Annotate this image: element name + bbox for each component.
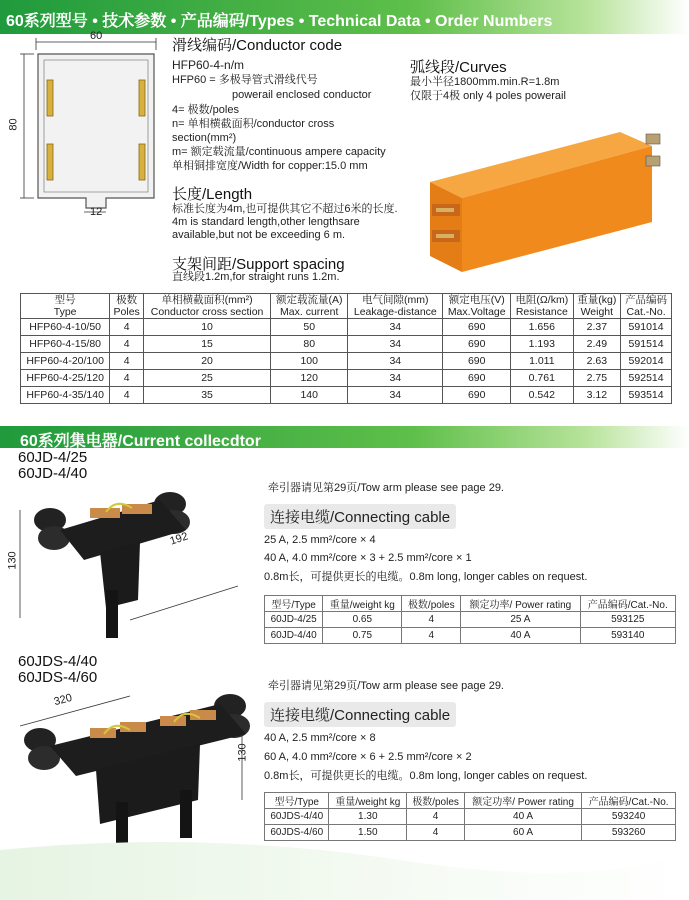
conductor-line: powerail enclosed conductor: [232, 89, 372, 101]
spec-column-header-en: Leakage-distance: [353, 306, 437, 318]
table-cell: 3.12: [573, 387, 621, 404]
table-cell: 1.30: [329, 809, 407, 825]
table-cell: 35: [144, 387, 271, 404]
spec-column-header: [21, 294, 110, 319]
spec-column-header-cn: 极数: [116, 294, 138, 306]
table-row: [21, 353, 672, 370]
table-cell: 15: [144, 336, 271, 353]
spec-column-header-cn: 产品编码: [625, 294, 668, 306]
table-cell: 593125: [580, 612, 676, 628]
table-cell: 592014: [621, 353, 672, 370]
jd-model: 60JD-4/25: [18, 449, 88, 466]
table-cell: 4: [402, 628, 461, 644]
table-row: [265, 612, 676, 628]
table-cell: HFP60-4-35/140: [21, 387, 110, 404]
curves-line: 仅限于4极 only 4 poles powerail: [410, 90, 566, 102]
jds-model: 60JDS-4/60: [18, 669, 98, 686]
table-cell: 4: [110, 336, 144, 353]
dim-width-label: 60: [90, 30, 103, 42]
powerail-product-image: [420, 104, 670, 274]
table-cell: 80: [271, 336, 348, 353]
spec-column-header: [443, 294, 511, 319]
table-cell: 4: [110, 387, 144, 404]
spec-column-header: [621, 294, 672, 319]
length-title: 长度/Length: [172, 186, 253, 203]
curves-line: 最小半径1800mm.min.R=1.8m: [410, 76, 560, 88]
curves-title: 弧线段/Curves: [410, 59, 507, 76]
table-cell: 4: [407, 825, 465, 841]
table-cell: 690: [443, 319, 511, 336]
spec-column-header-cn: 额定载流量(A): [275, 294, 343, 306]
jd-cable-note: 0.8m长，可提供更长的电缆。0.8m long, longer cables on request.: [264, 571, 588, 583]
table-cell: 60JDS-4/60: [265, 825, 329, 841]
table-cell: 20: [144, 353, 271, 370]
table-cell: 690: [443, 387, 511, 404]
collector-section-title: 60系列集电器/Current collecdtor: [20, 433, 261, 450]
spec-column-header-cn: 单相横截面积(mm²): [161, 294, 253, 306]
table-cell: 10: [144, 319, 271, 336]
table-cell: 4: [110, 353, 144, 370]
column-header: 额定功率/ Power rating: [461, 596, 580, 612]
jds-cable-line: 40 A, 2.5 mm²/core × 8: [264, 732, 376, 744]
table-cell: 0.761: [511, 370, 573, 387]
support-spacing-title: 支架间距/Support spacing: [172, 256, 345, 273]
conductor-line: 4= 极数/poles: [172, 104, 239, 116]
table-cell: 60 A: [464, 825, 581, 841]
table-cell: 34: [348, 370, 443, 387]
spec-column-header: [271, 294, 348, 319]
table-row: [21, 319, 672, 336]
page-title: 60系列型号 • 技术参数 • 产品编码/Types • Technical Data • Order Numbers: [6, 13, 553, 30]
conductor-code: HFP60-4-n/m: [172, 58, 245, 72]
table-cell: HFP60-4-15/80: [21, 336, 110, 353]
jds-model: 60JDS-4/40: [18, 653, 98, 670]
table-cell: 1.193: [511, 336, 573, 353]
conductor-line: n= 单相横截面积/conductor cross: [172, 118, 335, 130]
jds-dim-width: 320: [52, 691, 74, 709]
spec-column-header: [110, 294, 144, 319]
table-cell: 591514: [621, 336, 672, 353]
column-header: 极数/poles: [407, 793, 465, 809]
table-cell: 25 A: [461, 612, 580, 628]
spec-table: [20, 293, 672, 404]
table-cell: 593514: [621, 387, 672, 404]
table-cell: 40 A: [461, 628, 580, 644]
jd-dim-width: 192: [168, 530, 190, 548]
jd-cable-line: 40 A, 4.0 mm²/core × 3 + 2.5 mm²/core × 1: [264, 552, 472, 564]
table-cell: 1.50: [329, 825, 407, 841]
table-cell: 4: [402, 612, 461, 628]
table-cell: 34: [348, 353, 443, 370]
table-cell: 690: [443, 336, 511, 353]
jd-dim-height: 130: [6, 551, 19, 570]
spec-column-header-cn: 型号: [54, 294, 76, 306]
table-cell: 690: [443, 353, 511, 370]
table-cell: 60JDS-4/40: [265, 809, 329, 825]
table-row: [21, 387, 672, 404]
table-cell: 593140: [580, 628, 676, 644]
decorative-bottom-wave: [0, 820, 689, 900]
jd-table: [264, 595, 676, 644]
spec-column-header-en: Poles: [113, 306, 140, 318]
jd-cable-title: 连接电缆/Connecting cable: [264, 504, 456, 529]
jds-table-header-row: [265, 793, 676, 809]
jds-dim-height: 130: [236, 743, 249, 762]
column-header: 重量/weight kg: [323, 596, 402, 612]
jd-cable-line: 25 A, 2.5 mm²/core × 4: [264, 534, 376, 546]
jds-cable-note: 0.8m长，可提供更长的电缆。0.8m long, longer cables on request.: [264, 770, 588, 782]
table-cell: HFP60-4-20/100: [21, 353, 110, 370]
table-cell: HFP60-4-10/50: [21, 319, 110, 336]
spec-column-header-en: Max.Voltage: [447, 306, 506, 318]
column-header: 额定功率/ Power rating: [464, 793, 581, 809]
spec-column-header: [511, 294, 573, 319]
jd-tow-arm-note: 牵引器请见第29页/Tow arm please see page 29.: [268, 482, 504, 494]
table-cell: 690: [443, 370, 511, 387]
table-cell: 140: [271, 387, 348, 404]
table-cell: 50: [271, 319, 348, 336]
table-cell: 100: [271, 353, 348, 370]
spec-column-header-cn: 电阻(Ω/km): [515, 294, 569, 306]
length-line: 标准长度为4m,也可提供其它不超过6米的长度.: [172, 203, 398, 215]
table-cell: 0.542: [511, 387, 573, 404]
jd-model: 60JD-4/40: [18, 465, 88, 482]
spec-column-header-cn: 重量(kg): [577, 294, 617, 306]
header-bar: [0, 0, 689, 34]
conductor-line: section(mm²): [172, 132, 237, 144]
spec-column-header-cn: 电气间隙(mm): [362, 294, 429, 306]
column-header: 极数/poles: [402, 596, 461, 612]
table-cell: 593260: [582, 825, 676, 841]
table-cell: 593240: [582, 809, 676, 825]
spec-column-header: [144, 294, 271, 319]
spec-column-header-cn: 额定电压(V): [448, 294, 505, 306]
spec-column-header-en: Type: [53, 306, 77, 318]
support-spacing-line: 直线段1.2m,for straight runs 1.2m.: [172, 271, 340, 283]
jd-table-header-row: [265, 596, 676, 612]
table-cell: 34: [348, 336, 443, 353]
spec-column-header-en: Conductor cross section: [150, 306, 264, 318]
conductor-code-title: 滑线编码/Conductor code: [172, 37, 343, 54]
table-cell: 591014: [621, 319, 672, 336]
table-cell: HFP60-4-25/120: [21, 370, 110, 387]
table-cell: 1.656: [511, 319, 573, 336]
table-cell: 60JD-4/25: [265, 612, 323, 628]
jd-table-body: [265, 612, 676, 644]
table-cell: 592514: [621, 370, 672, 387]
conductor-line: m= 额定载流量/continuous ampere capacity: [172, 146, 386, 158]
table-cell: 4: [110, 370, 144, 387]
spec-column-header-en: Resistance: [515, 306, 568, 318]
length-line: 4m is standard length,other lengthsare: [172, 216, 360, 228]
table-cell: 2.37: [573, 319, 621, 336]
spec-column-header: [573, 294, 621, 319]
conductor-cross-section-drawing: [14, 32, 164, 222]
table-cell: 4: [407, 809, 465, 825]
table-cell: 4: [110, 319, 144, 336]
table-cell: 2.49: [573, 336, 621, 353]
table-cell: 0.65: [323, 612, 402, 628]
table-cell: 34: [348, 387, 443, 404]
collector-section-bar: [0, 426, 689, 448]
spec-column-header-en: Weight: [580, 306, 614, 318]
conductor-line: HFP60 = 多极导管式滑线代号: [172, 74, 318, 86]
jd-collector-image: [10, 490, 240, 640]
dim-bottom-label: 12: [90, 206, 103, 218]
column-header: 型号/Type: [265, 596, 323, 612]
table-row: [21, 370, 672, 387]
column-header: 重量/weight kg: [329, 793, 407, 809]
jds-tow-arm-note: 牵引器请见第29页/Tow arm please see page 29.: [268, 680, 504, 692]
spec-table-body: [21, 319, 672, 404]
table-cell: 0.75: [323, 628, 402, 644]
spec-column-header: [348, 294, 443, 319]
spec-column-header-en: Max. current: [280, 306, 339, 318]
table-row: [21, 336, 672, 353]
table-cell: 120: [271, 370, 348, 387]
spec-table-header-row: [21, 294, 672, 319]
dim-height-label: 80: [7, 118, 20, 131]
table-cell: 60JD-4/40: [265, 628, 323, 644]
conductor-line: 单相铜排宽度/Width for copper:15.0 mm: [172, 160, 368, 172]
column-header: 型号/Type: [265, 793, 329, 809]
jds-cable-line: 60 A, 4.0 mm²/core × 6 + 2.5 mm²/core × 2: [264, 751, 472, 763]
length-line: available,but not be exceeding 6 m.: [172, 229, 346, 241]
table-cell: 34: [348, 319, 443, 336]
column-header: 产品编码/Cat.-No.: [582, 793, 676, 809]
table-cell: 1.011: [511, 353, 573, 370]
table-cell: 25: [144, 370, 271, 387]
table-cell: 40 A: [464, 809, 581, 825]
jds-cable-title: 连接电缆/Connecting cable: [264, 702, 456, 727]
table-cell: 2.75: [573, 370, 621, 387]
table-row: [265, 628, 676, 644]
spec-column-header-en: Cat.-No.: [626, 306, 666, 318]
column-header: 产品编码/Cat.-No.: [580, 596, 676, 612]
table-cell: 2.63: [573, 353, 621, 370]
